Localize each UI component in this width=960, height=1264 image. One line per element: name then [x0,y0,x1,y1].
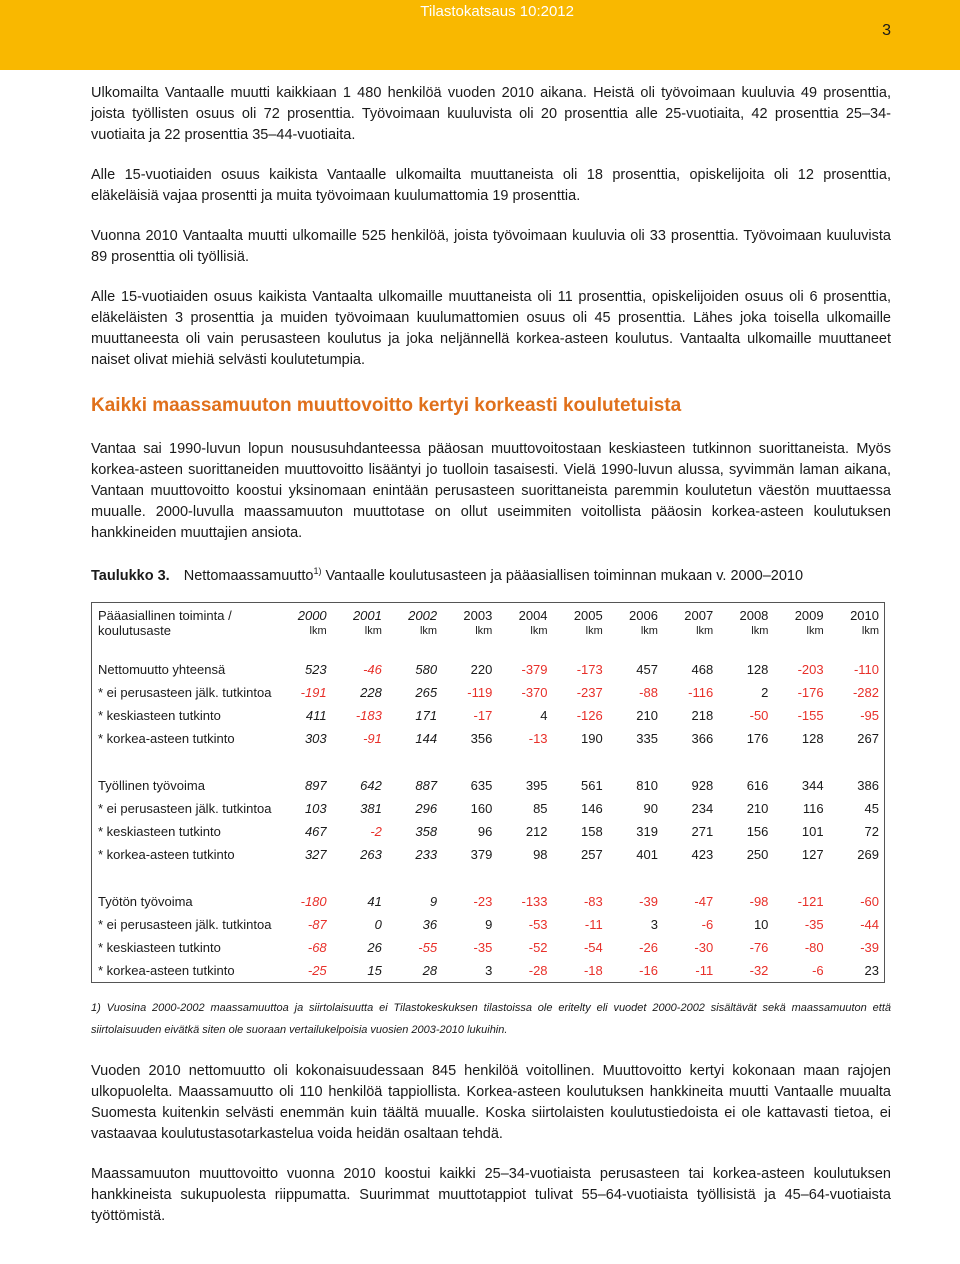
paragraph: Alle 15-vuotiaiden osuus kaikista Vantaalta ulkomaille muuttaneista oli 11 prosenttia, opiskelijoiden osuus oli 6 prosenttia, eläkeläisten 3 prosenttia ja muiden työvoimaan kuulumattomien osuus oli 45 prosenttia. Lähes joka toisella ulkomaille muuttaneesta oli vain perusasteen koulutus ja joka neljännellä korkea-asteen koulutus. Vantaalta ulkomaille muuttaneet naiset olivat miehiä selvästi koulutetumpia. [91,289,891,368]
table-spacer-row [92,866,885,890]
value-cell: -68 [307,939,327,955]
value-cell: 401 [636,846,658,862]
year-label: 2008 [739,607,769,623]
year-header [718,602,773,638]
table-row [92,704,885,727]
table-spacer-cell [92,750,885,774]
value-cell: 234 [691,800,714,816]
paragraph: Vantaa sai 1990-luvun lopun noususuhdanteessa pääosan muuttovoitostaan keskiasteen tutkinnon suorittaneista. Myös korkea-asteen suorittaneiden muuttovoitto lisääntyi jo tuolloin tasaisesti. Vielä 1990-luvun alussa, syvimmän laman aikana, Vantaan muuttovoitto koostui yksinomaan enintään perusasteen suorittaneista paremmin koulutetun väestön muuttaessa muualle. 2000-luvulla maassamuuton muuttotase on ollut useimmiten voitollista pääosin korkea-asteen koulutuksen hankkineiden muuttajien ansiota. [91,441,891,541]
value-cell: 10 [753,916,769,932]
unit-label: lkm [419,624,438,637]
header-band [0,0,960,70]
row-label: * korkea-asteen tutkinto [98,962,235,978]
value-cell: 212 [525,823,548,839]
value-cell: -87 [307,916,327,932]
value-cell: 423 [691,846,714,862]
value-cell: -180 [300,893,327,909]
table-caption [91,566,891,584]
value-cell: 642 [360,777,382,793]
value-cell: 156 [746,823,769,839]
value-cell: -52 [528,939,548,955]
value-cell: 319 [636,823,658,839]
year-label: 2004 [518,607,548,623]
value-cell: -237 [576,684,603,700]
year-label: 2001 [352,607,382,623]
value-cell: 356 [470,730,493,746]
value-cell: 358 [415,823,438,839]
value-cell: -6 [701,916,714,932]
value-cell: -54 [583,939,603,955]
value-cell: -50 [749,707,769,723]
value-cell: 26 [367,939,382,955]
row-label: * keskiasteen tutkinto [98,823,221,839]
value-cell: 98 [533,846,548,862]
year-header [442,602,497,638]
series-label: Tilastokatsaus 10:2012 [420,3,574,20]
value-cell: 128 [746,661,769,677]
table-spacer-row [92,750,885,774]
unit-label: lkm [475,624,493,637]
value-cell: 3 [650,916,658,932]
value-cell: -116 [688,684,714,700]
table-row [92,936,885,959]
value-cell: 386 [857,777,879,793]
value-cell: 9 [485,916,493,932]
year-label: 2003 [463,607,493,623]
value-cell: 127 [801,846,824,862]
value-cell: -39 [860,939,879,955]
value-cell: -55 [418,939,438,955]
year-header [276,602,331,638]
table-row [92,820,885,843]
table-header-row [92,602,885,638]
value-cell: -35 [804,916,824,932]
value-cell: 887 [415,777,438,793]
row-label: * korkea-asteen tutkinto [98,730,235,746]
value-cell: 128 [801,730,824,746]
table-row [92,658,885,681]
value-cell: 23 [864,962,879,978]
value-cell: 210 [636,707,658,723]
value-cell: 267 [857,730,879,746]
value-cell: 218 [691,707,714,723]
value-cell: -60 [860,893,879,909]
value-cell: 379 [470,846,493,862]
value-cell: -88 [639,684,658,700]
value-cell: 335 [636,730,658,746]
paragraph: Vuonna 2010 Vantaalta muutti ulkomaille 525 henkilöä, joista työvoimaan kuuluvia oli 33 prosenttia. Työvoimaan kuuluvista 89 prosenttia oli työllisiä. [91,228,891,265]
row-label: * keskiasteen tutkinto [98,707,221,723]
table-body [92,638,885,983]
value-cell: 468 [691,661,714,677]
value-cell: -13 [528,730,548,746]
value-cell: 228 [360,684,382,700]
value-cell: -119 [467,684,493,700]
table-number: Taulukko 3. [91,567,170,584]
value-cell: 457 [636,661,658,677]
value-cell: -155 [797,707,824,723]
year-label: 2010 [850,607,879,623]
value-cell: 327 [304,846,327,862]
row-header [92,602,277,638]
value-cell: 263 [360,846,382,862]
value-cell: 616 [746,777,769,793]
row-label: * ei perusasteen jälk. tutkintoa [98,916,272,932]
table-row [92,890,885,913]
table-row [92,727,885,750]
value-cell: 3 [485,962,493,978]
value-cell: -6 [812,962,824,978]
value-cell: 2 [761,684,769,700]
value-cell: -126 [576,707,603,723]
value-cell: -11 [584,916,603,932]
value-cell: 233 [415,846,438,862]
value-cell: -76 [749,939,769,955]
value-cell: 580 [415,661,438,677]
value-cell: -11 [695,962,714,978]
table-caption-text: Nettomaassamuutto [183,567,314,584]
value-cell: -44 [860,916,879,932]
unit-label: lkm [364,624,382,637]
value-cell: 103 [304,800,327,816]
year-label: 2002 [408,607,438,623]
paragraph: Ulkomailta Vantaalle muutti kaikkiaan 1 480 henkilöä vuoden 2010 aikana. Heistä oli työvoimaan kuuluvia 49 prosenttia, joista työllisten osuus oli 72 prosenttia. Työvoimaan kuuluvista oli 20 prosenttia alle 25-vuotiaita, 42 prosenttia 25–34-vuotiaita ja 22 prosenttia 35–44-vuotiaita. [91,85,891,143]
paragraph: Alle 15-vuotiaiden osuus kaikista Vantaalle ulkomailta muuttaneista oli 18 prosenttia, opiskelijoita oli 12 prosenttia, eläkeläisiä vajaa prosentti ja muita työvoimaan kuulumattomia 19 prosenttia. [91,167,891,204]
value-cell: -133 [521,893,548,909]
value-cell: 36 [422,916,438,932]
value-cell: 303 [304,730,327,746]
value-cell: 160 [470,800,493,816]
unit-label: lkm [309,624,327,637]
row-label: Työtön työvoima [98,893,193,909]
value-cell: 85 [533,800,548,816]
value-cell: -95 [860,707,879,723]
value-cell: 144 [415,730,438,746]
value-cell: 265 [415,684,438,700]
value-cell: 257 [581,846,603,862]
value-cell: 635 [470,777,493,793]
value-cell: -16 [639,962,658,978]
value-cell: 116 [802,800,824,816]
value-cell: -191 [300,684,327,700]
value-cell: -173 [576,661,603,677]
table-spacer-cell [92,638,885,658]
value-cell: -370 [521,684,548,700]
value-cell: 810 [636,777,658,793]
value-cell: -26 [639,939,658,955]
value-cell: 411 [305,707,327,723]
unit-label: lkm [861,624,879,637]
unit-label: lkm [640,624,658,637]
value-cell: -91 [363,730,382,746]
value-cell: 0 [374,916,382,932]
value-cell: 176 [746,730,769,746]
value-cell: 101 [801,823,824,839]
value-cell: 269 [857,846,879,862]
value-cell: 90 [643,800,658,816]
year-header [663,602,718,638]
value-cell: 4 [540,707,548,723]
table-spacer-row [92,638,885,658]
paragraph: Vuoden 2010 nettomuutto oli kokonaisuudessaan 845 henkilöä voitollinen. Muuttovoitto kertyi kokonaan maan rajojen ulkopuolelta. Maassamuutto oli 110 henkilöä tappiollista. Korkea-asteen koulutuksen hankkineita muutti Vantaalle muualta Suomesta kuitenkin selvästi enemmän kuin täältä muualle. Koska siirtolaisten koulutustiedoista ei ole kattavasti tietoa, ei vastaavaa koulutustasotarkastelua voida heidän osaltaan tehdä. [91,1062,891,1142]
value-cell: 146 [581,800,603,816]
value-cell: -39 [639,893,658,909]
value-cell: -98 [749,893,769,909]
year-header [608,602,663,638]
value-cell: -18 [583,962,603,978]
value-cell: 190 [581,730,603,746]
value-cell: 9 [429,893,438,909]
value-cell: 561 [581,777,603,793]
value-cell: 344 [801,777,824,793]
value-cell: 897 [304,777,327,793]
value-cell: 523 [304,661,327,677]
table-spacer-cell [92,866,885,890]
value-cell: -183 [355,707,382,723]
year-label: 2009 [794,607,824,623]
row-header-line: Pääasiallinen toiminta / [98,607,232,623]
unit-label: lkm [696,624,714,637]
value-cell: -203 [797,661,824,677]
year-header [773,602,828,638]
table-caption-text: Vantaalle koulutusasteen ja pääasiallisen toiminnan mukaan v. 2000–2010 [325,567,804,584]
paragraph: Maassamuuton muuttovoitto vuonna 2010 koostui kaikki 25–34-vuotiaista perusasteen tai korkea-asteen koulutuksen hankkineista sukupuolesta riippumatta. Suurimmat muuttotappiot tulivat 55–64-vuotiaista työllisistä ja 45–64-vuotiaista työttömistä. [91,1165,891,1224]
year-header [829,602,885,638]
value-cell: -80 [804,939,824,955]
row-label: Työllinen työvoima [98,777,205,793]
year-label: 2005 [573,607,603,623]
value-cell: 271 [691,823,714,839]
value-cell: 395 [525,777,548,793]
value-cell: -2 [370,823,382,839]
year-label: 2006 [629,607,658,623]
row-label: Nettomuutto yhteensä [98,661,226,677]
value-cell: 96 [477,823,493,839]
value-cell: 72 [864,823,879,839]
row-label: * ei perusasteen jälk. tutkintoa [98,684,272,700]
value-cell: -17 [473,707,493,723]
year-header [332,602,387,638]
table-row [92,681,885,704]
value-cell: -121 [797,893,824,909]
value-cell: 296 [415,800,438,816]
unit-label: lkm [585,624,603,637]
table-row [92,913,885,936]
table-row [92,843,885,866]
value-cell: -35 [473,939,493,955]
value-cell: 158 [581,823,603,839]
value-cell: -83 [583,893,603,909]
value-cell: 41 [367,893,382,909]
value-cell: -282 [852,684,879,700]
year-label: 2007 [684,607,714,623]
value-cell: -176 [797,684,824,700]
value-cell: 45 [864,800,879,816]
unit-label: lkm [806,624,824,637]
row-label: * korkea-asteen tutkinto [98,846,235,862]
table-row [92,774,885,797]
value-cell: -30 [694,939,714,955]
value-cell: 366 [691,730,714,746]
year-header [553,602,608,638]
value-cell: -46 [363,661,382,677]
year-header [497,602,552,638]
value-cell: -32 [749,962,769,978]
value-cell: 381 [360,800,382,816]
migration-table [91,602,885,983]
unit-label: lkm [530,624,548,637]
page-number: 3 [882,22,891,39]
value-cell: -53 [528,916,548,932]
table-row [92,959,885,983]
footnote: 1) Vuosina 2000-2002 maassamuuttoa ja siirtolaisuutta ei Tilastokeskuksen tilastoissa ole eritelty eli vuodet 2000-2002 sisältävät sekä maassamuuton että siirtolaisuuden eivätkä siten ole suoraan vertailukelpoisia vuosien 2003-2010 lukuihin. [91,1001,891,1036]
page-content [91,83,891,1246]
row-label: * ei perusasteen jälk. tutkintoa [98,800,272,816]
value-cell: 171 [415,707,438,723]
value-cell: 15 [367,962,382,978]
section-heading: Kaikki maassamuuton muuttovoitto kertyi korkeasti koulutetuista [91,395,682,416]
year-label: 2000 [297,607,327,623]
unit-label: lkm [751,624,769,637]
value-cell: 928 [691,777,714,793]
table-row [92,797,885,820]
value-cell: -379 [521,661,548,677]
value-cell: 210 [746,800,769,816]
year-header [387,602,442,638]
value-cell: -28 [528,962,548,978]
value-cell: 220 [470,661,493,677]
value-cell: 28 [422,962,438,978]
value-cell: -25 [307,962,327,978]
value-cell: 467 [304,823,327,839]
value-cell: -47 [694,893,714,909]
value-cell: -110 [853,661,879,677]
row-label: * keskiasteen tutkinto [98,939,221,955]
value-cell: -23 [473,893,493,909]
value-cell: 250 [746,846,769,862]
footnote-marker: 1) [313,566,322,576]
row-header-line: koulutusaste [98,622,171,638]
